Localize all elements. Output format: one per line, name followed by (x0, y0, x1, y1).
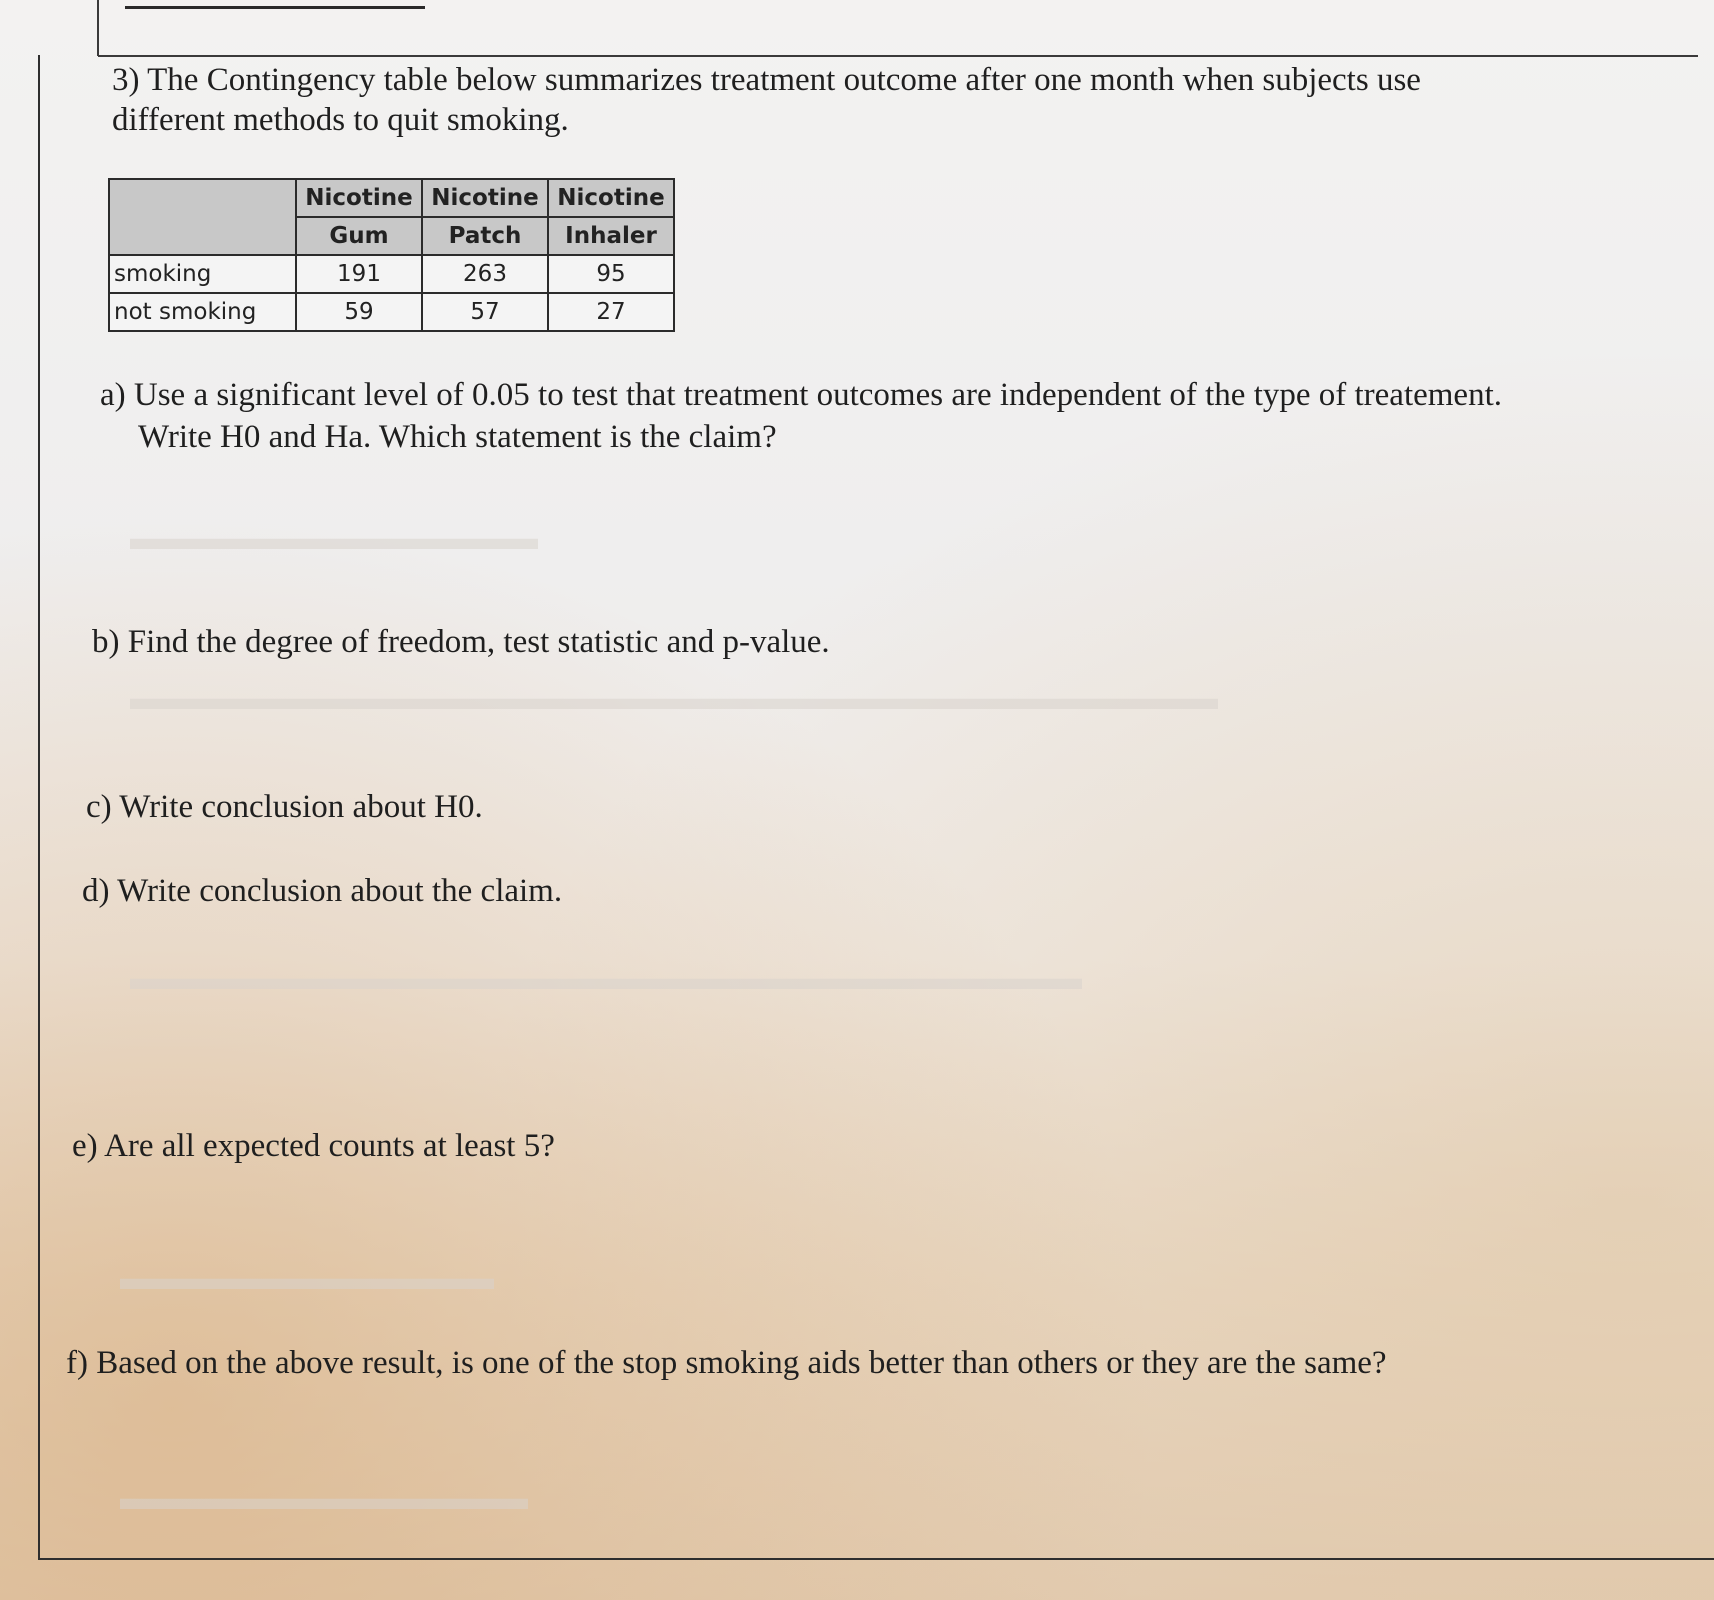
bleed-through-mark: ▬▬▬▬▬▬▬▬▬▬▬▬ (120, 1480, 528, 1517)
bleed-through-mark: ▬▬▬▬▬▬▬▬▬▬▬▬▬▬▬▬▬▬▬▬▬▬▬▬▬▬▬▬▬▬▬▬ (130, 680, 1218, 717)
table-row (109, 293, 674, 331)
table-corner-cell (109, 179, 296, 255)
bleed-through-mark: ▬▬▬▬▬▬▬▬▬▬▬▬▬▬▬▬▬▬▬▬▬▬▬▬▬▬▬▬ (130, 960, 1082, 997)
question-b: b) Find the degree of freedom, test statistic and p-value. (92, 624, 830, 660)
table-row (109, 255, 674, 293)
contingency-table (108, 178, 675, 332)
cell-smoking-inhaler: 95 (548, 255, 674, 293)
cell-not-smoking-patch: 57 (422, 293, 548, 331)
question-a-line-2: Write H0 and Ha. Which statement is the claim? (138, 419, 777, 455)
question-d: d) Write conclusion about the claim. (82, 873, 563, 909)
row-label-not-smoking: not smoking (109, 293, 296, 331)
header-inhaler-line2: Inhaler (548, 217, 674, 255)
question-f: f) Based on the above result, is one of the stop smoking aids better than others or they are the same? (66, 1345, 1387, 1381)
bleed-through-mark: ▬▬▬▬▬▬▬▬▬▬▬▬ (130, 520, 538, 557)
cell-smoking-patch: 263 (422, 255, 548, 293)
header-gum-line2: Gum (296, 217, 422, 255)
header-gum-line1: Nicotine (296, 179, 422, 217)
top-rule-stub (125, 0, 425, 9)
header-inhaler-line1: Nicotine (548, 179, 674, 217)
question-a-line-1: a) Use a significant level of 0.05 to test that treatment outcomes are independent of the type of treatement. (100, 377, 1503, 413)
problem-intro-line-2: different methods to quit smoking. (112, 102, 569, 138)
header-patch-line1: Nicotine (422, 179, 548, 217)
question-e: e) Are all expected counts at least 5? (72, 1128, 555, 1164)
left-rule-top (97, 0, 99, 56)
question-c: c) Write conclusion about H0. (86, 789, 483, 825)
cell-not-smoking-gum: 59 (296, 293, 422, 331)
cell-not-smoking-inhaler: 27 (548, 293, 674, 331)
bleed-through-mark: ▬▬▬▬▬▬▬▬▬▬▬ (120, 1260, 494, 1297)
cell-smoking-gum: 191 (296, 255, 422, 293)
table-header-row (109, 179, 674, 217)
header-patch-line2: Patch (422, 217, 548, 255)
problem-intro-line-1: 3) The Contingency table below summarizes treatment outcome after one month when subjects use (112, 62, 1421, 98)
row-label-smoking: smoking (109, 255, 296, 293)
